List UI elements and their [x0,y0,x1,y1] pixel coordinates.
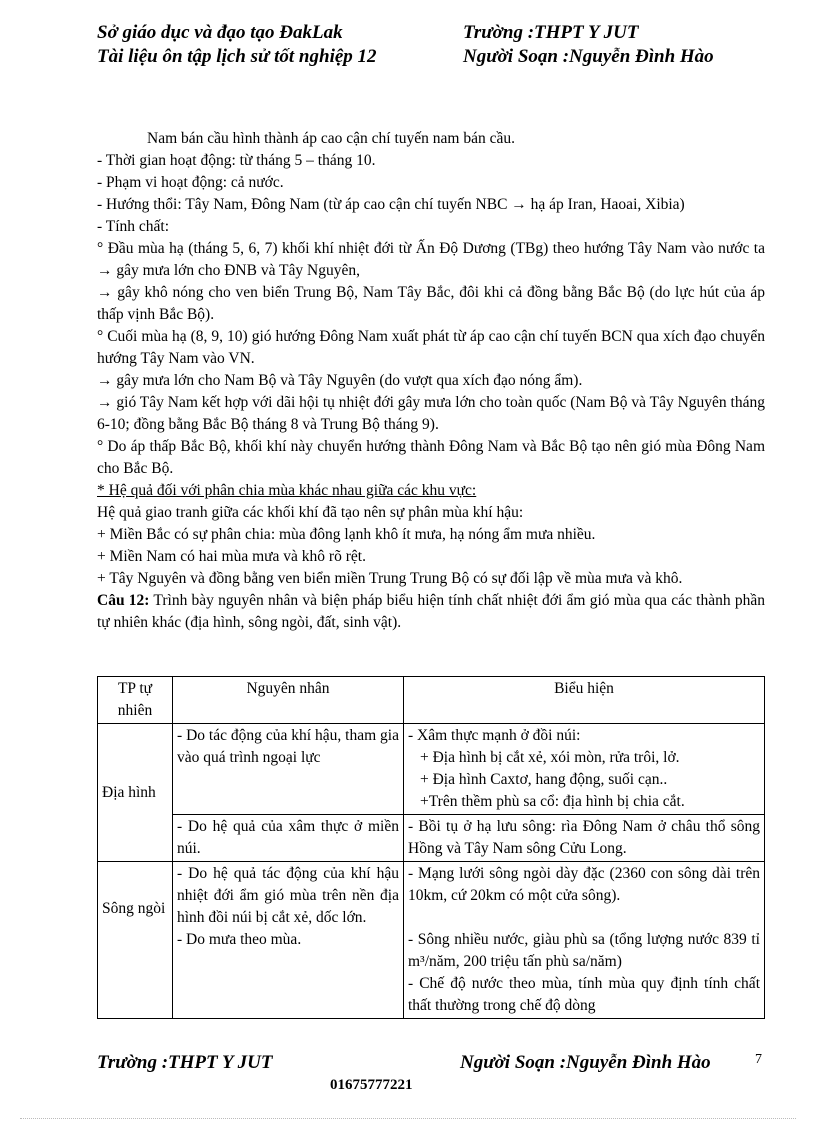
table-row [98,815,765,862]
footer-left: Trường :THPT Y JUT [97,1052,273,1073]
effect-cell [404,724,765,815]
paragraph: → gió Tây Nam kết hợp với dãi hội tụ nhiệt đới gây mưa lớn cho toàn quốc (Nam Bộ và Tây Nguyên tháng 6-10; đồng bằng Bắc Bộ tháng 8 và Trung Bộ tháng 9). [97,394,765,433]
paragraph: - Thời gian hoạt động: từ tháng 5 – tháng 10. [97,152,376,169]
effect-line: - Mạng lưới sông ngòi dày đặc (2360 con sông dài trên 10km, cứ 20km có một cửa sông). [408,865,760,904]
paragraph: - Phạm vi hoạt động: cả nước. [97,174,284,191]
effect-cell [404,862,765,1019]
paragraph: → gây khô nóng cho ven biển Trung Bộ, Nam Tây Bắc, đôi khi cả đồng bằng Bắc Bộ (do lực hút của áp thấp vịnh Bắc Bộ). [97,284,765,323]
effect-line: - Sông nhiều nước, giàu phù sa (tổng lượng nước 839 tỉ m³/năm, 200 triệu tấn phù sa/năm) [408,931,760,970]
paragraph: ° Do áp thấp Bắc Bộ, khối khí này chuyển hướng thành Đông Nam và Bắc Bộ tạo nên gió mùa Đông Nam cho Bắc Bộ. [97,438,765,477]
header-cell: Nguyên nhân [173,677,404,724]
paragraph: ° Đầu mùa hạ (tháng 5, 6, 7) khối khí nhiệt đới từ Ấn Độ Dương (TBg) theo hướng Tây Nam vào nước ta → gây mưa lớn cho ĐNB và Tây Nguyên, [97,240,765,279]
question [97,590,765,634]
table-row [98,724,765,815]
cause-cell [173,862,404,1019]
paragraph: + Miền Bắc có sự phân chia: mùa đông lạnh khô ít mưa, hạ nóng ẩm mưa nhiều. [97,526,596,543]
effect-line: + Địa hình bị cắt xẻ, xói mòn, rửa trôi, lở. [420,749,680,766]
effect-line: - Xâm thực mạnh ở đồi núi: [408,727,581,744]
paragraph: + Tây Nguyên và đồng bằng ven biển miền Trung Trung Bộ có sự đối lập về mùa mưa và khô. [97,570,683,587]
question-label: Câu 12: [97,592,150,609]
page-number: 7 [755,1052,762,1067]
paragraph: - Tính chất: [97,218,170,235]
header-cell: TP tự nhiên [98,677,173,724]
cause-cell: - Do tác động của khí hậu, tham gia vào quá trình ngoại lực [173,724,404,815]
cause-line: - Do hệ quả tác động của khí hậu nhiệt đới ẩm gió mùa trên nền địa hình đồi núi bị cắt xẻ, dốc lớn. [177,865,399,926]
document-body [97,128,765,634]
cause-line: - Do mưa theo mùa. [177,931,302,948]
page-divider [20,1118,796,1119]
effect-cell: - Bồi tụ ở hạ lưu sông: rìa Đông Nam ở châu thổ sông Hồng và Tây Nam sông Cửu Long. [404,815,765,862]
paragraph: → gây mưa lớn cho Nam Bộ và Tây Nguyên (do vượt qua xích đạo nóng ẩm). [97,372,583,389]
header-left-line2: Tài liệu ôn tập lịch sử tốt nghiệp 12 [97,46,377,67]
header-left-line1: Sở giáo dục và đạo tạo ĐakLak [97,22,343,43]
phone-number: 01675777221 [330,1077,413,1093]
question-text: Trình bày nguyên nhân và biện pháp biểu hiện tính chất nhiệt đới ẩm gió mùa qua các thành phần tự nhiên khác (địa hình, sông ngòi, đất, sinh vật). [97,592,765,631]
header-right-line2: Người Soạn :Nguyễn Đình Hào [463,46,714,67]
paragraph: ° Cuối mùa hạ (8, 9, 10) gió hướng Đông Nam xuất phát từ áp cao cận chí tuyến BCN qua xích đạo chuyển hướng Tây Nam vào VN. [97,328,765,367]
paragraph: Nam bán cầu hình thành áp cao cận chí tuyến nam bán cầu. [147,130,515,147]
comparison-table [97,676,765,1019]
row-label-song-ngoi: Sông ngòi [98,862,173,1019]
paragraph: Hệ quả giao tranh giữa các khối khí đã tạo nên sự phân mùa khí hậu: [97,504,524,521]
table-header-row [98,677,765,724]
header-right-line1: Trường :THPT Y JUT [463,22,639,43]
effect-line: +Trên thềm phù sa cổ: địa hình bị chia cắt. [420,793,685,810]
row-label-dia-hinh: Địa hình [98,724,173,862]
paragraph: + Miền Nam có hai mùa mưa và khô rõ rệt. [97,548,366,565]
cause-cell: - Do hệ quả của xâm thực ở miền núi. [173,815,404,862]
table-row [98,862,765,1019]
effect-line: - Chế độ nước theo mùa, tính mùa quy định tính chất thất thường trong chế độ dòng [408,975,760,1014]
header-cell: Biểu hiện [404,677,765,724]
paragraph: - Hướng thổi: Tây Nam, Đông Nam (từ áp cao cận chí tuyến NBC → hạ áp Iran, Haoai, Xibia) [97,196,685,213]
footer-right: Người Soạn :Nguyễn Đình Hào [460,1052,711,1073]
effect-line: + Địa hình Caxtơ, hang động, suối cạn.. [420,771,668,788]
section-heading: * Hệ quả đối với phân chia mùa khác nhau giữa các khu vực: [97,482,477,499]
